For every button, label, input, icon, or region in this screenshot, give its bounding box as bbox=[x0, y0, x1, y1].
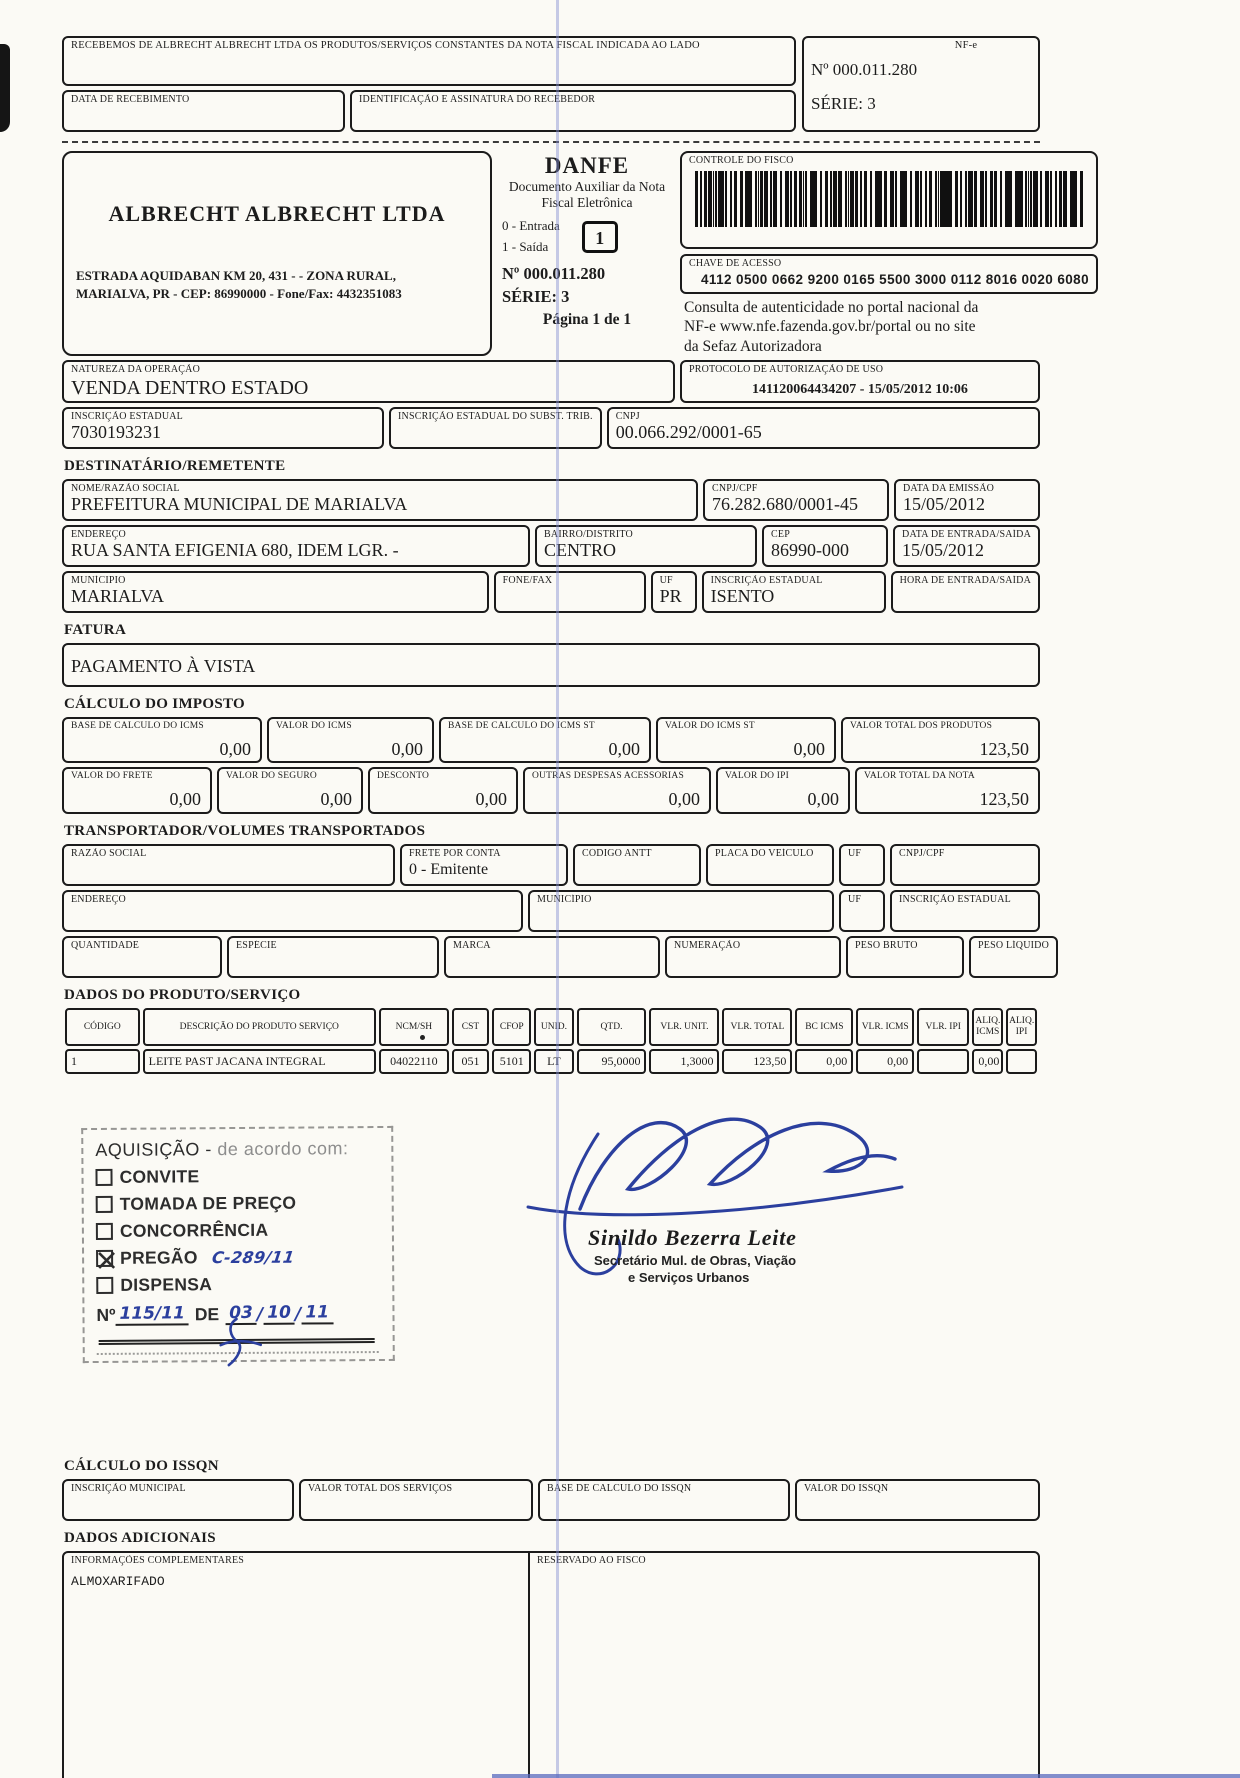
carrier-ie-label: INSCRIÇÃO ESTADUAL bbox=[899, 894, 1011, 906]
checkbox-convite bbox=[95, 1169, 112, 1186]
carrier-cnpj-box bbox=[890, 844, 1040, 886]
cut-line bbox=[62, 141, 1040, 143]
col-descricao: DESCRIÇÃO DO PRODUTO SERVIÇO bbox=[143, 1008, 376, 1046]
recipient-cnpj-box bbox=[703, 479, 889, 521]
stamp-option-pregao bbox=[96, 1246, 380, 1269]
products-total-value: 123,50 bbox=[979, 738, 1029, 759]
icms-base-label: BASE DE CÁLCULO DO ICMS bbox=[71, 720, 204, 731]
col-ncm: NCM/SH bbox=[379, 1008, 449, 1046]
complementary-info-box bbox=[62, 1551, 530, 1778]
discount-label: DESCONTO bbox=[377, 771, 430, 782]
services-total-label: VALOR TOTAL DOS SERVIÇOS bbox=[308, 1482, 453, 1494]
col-codigo: CÓDIGO bbox=[65, 1008, 140, 1046]
recipient-ie-label: INSCRIÇÃO ESTADUAL bbox=[710, 574, 823, 586]
emitter-name: ALBRECHT ALBRECHT LTDA bbox=[108, 201, 446, 226]
recipient-cnpj-value: 76.282.680/0001-45 bbox=[712, 494, 858, 515]
access-key-label: CHAVE DE ACESSO bbox=[689, 258, 782, 269]
issqn-base-box bbox=[538, 1479, 790, 1521]
col-bc-icms: BC ICMS bbox=[795, 1008, 853, 1046]
col-aliq-ipi: ALIQ. IPI bbox=[1006, 1008, 1037, 1046]
ipi-value-box bbox=[716, 767, 850, 814]
danfe-form bbox=[62, 36, 1089, 1778]
col-qtd: QTD. bbox=[577, 1008, 647, 1046]
subst-registration-box bbox=[389, 407, 602, 449]
products-total-label: VALOR TOTAL DOS PRODUTOS bbox=[850, 720, 993, 731]
receipt-statement-box bbox=[62, 36, 796, 86]
invoice-total-box bbox=[855, 767, 1040, 814]
issqn-base-label: BASE DE CALCULO DO ISSQN bbox=[547, 1482, 692, 1494]
product-ncm: 04022110 bbox=[379, 1049, 449, 1074]
icms-st-base-label: BASE DE CÁLCULO DO ICMS ST bbox=[448, 720, 595, 731]
col-cst: CST bbox=[452, 1008, 489, 1046]
icms-st-base-value: 0,00 bbox=[608, 738, 640, 759]
products-section-title: DADOS DO PRODUTO/SERVIÇO bbox=[64, 987, 301, 1004]
numbering-label: NUMERAÇÃO bbox=[674, 940, 741, 952]
danfe-subtitle-2: Fiscal Eletrônica bbox=[541, 195, 633, 211]
brand-label: MARCA bbox=[453, 940, 491, 952]
additional-section-title: DADOS ADICIONAIS bbox=[64, 1529, 216, 1546]
emission-date-value: 15/05/2012 bbox=[903, 494, 986, 515]
recipient-name-label: NOME/RAZÃO SOCIAL bbox=[71, 482, 180, 494]
checkbox-concorrencia bbox=[96, 1223, 113, 1240]
vehicle-plate-label: PLACA DO VEÍCULO bbox=[715, 848, 814, 860]
gross-weight-label: PESO BRUTO bbox=[855, 940, 918, 952]
invoice-total-value: 123,50 bbox=[979, 789, 1029, 810]
col-unid: UNID. bbox=[534, 1008, 573, 1046]
emitter-address-line1: ESTRADA AQUIDABAN KM 20, 431 - - ZONA RURAL, bbox=[76, 268, 396, 283]
product-vlr-icms: 0,00 bbox=[856, 1049, 914, 1074]
phone-box bbox=[494, 571, 646, 613]
signer-title-line1: Secretário Mul. de Obras, Viação bbox=[594, 1252, 797, 1268]
fisco-column bbox=[680, 151, 1098, 356]
quantity-label: QUANTIDADE bbox=[71, 940, 140, 952]
danfe-subtitle-1: Documento Auxiliar da Nota bbox=[508, 179, 666, 194]
carrier-name-label: RAZÃO SOCIAL bbox=[71, 848, 147, 860]
freight-label: VALOR DO FRETE bbox=[71, 771, 153, 782]
freight-payer-value: 0 - Emitente bbox=[409, 860, 489, 878]
reserved-fisco-label: RESERVADO AO FISCO bbox=[537, 1554, 646, 1566]
product-aliq-ipi bbox=[1006, 1049, 1037, 1074]
recipient-ie-value: ISENTO bbox=[710, 586, 775, 607]
product-unit: LT bbox=[534, 1049, 573, 1074]
col-cfop: CFOP bbox=[492, 1008, 531, 1046]
carrier-cnpj-label: CNPJ/CPF bbox=[899, 848, 945, 860]
stamp-option-tomada bbox=[96, 1192, 380, 1215]
city-value: MARIALVA bbox=[71, 586, 165, 607]
payment-terms-value: PAGAMENTO À VISTA bbox=[71, 655, 256, 676]
acquisition-stamp bbox=[81, 1126, 395, 1363]
city-box bbox=[62, 571, 489, 613]
scan-dot-artifact bbox=[420, 1035, 425, 1040]
state-registration-label: INSCRIÇÃO ESTADUAL bbox=[71, 410, 183, 422]
icms-st-value-label: VALOR DO ICMS ST bbox=[665, 720, 755, 731]
handwritten-sep1: / bbox=[256, 1304, 264, 1325]
carrier-uf2-label: UF bbox=[848, 894, 862, 906]
additional-data-row bbox=[62, 1551, 1040, 1778]
gross-weight-box bbox=[846, 936, 964, 978]
stamp-de-label: DE bbox=[194, 1304, 220, 1325]
authenticity-line3: da Sefaz Autorizadora bbox=[684, 337, 822, 355]
stamp-signature-zone bbox=[62, 1077, 1040, 1449]
pen-scribble-icon bbox=[206, 1315, 266, 1373]
stamp-option-dispensa-label: DISPENSA bbox=[120, 1274, 213, 1295]
district-label: BAIRRO/DISTRITO bbox=[544, 528, 633, 540]
danfe-title: DANFE bbox=[544, 153, 630, 178]
scan-corner-artifact bbox=[0, 44, 10, 132]
product-qty: 95,0000 bbox=[577, 1049, 647, 1074]
danfe-saida-label: 1 - Saída bbox=[502, 239, 549, 255]
discount-box bbox=[368, 767, 518, 814]
numbering-box bbox=[665, 936, 841, 978]
stamp-title-faded: de acordo com: bbox=[217, 1138, 349, 1160]
emitter-cnpj-box bbox=[607, 407, 1040, 449]
product-description: LEITE PAST JACANA INTEGRAL bbox=[143, 1049, 376, 1074]
cep-value: 86990-000 bbox=[771, 540, 850, 561]
receipt-date-label: DATA DE RECEBIMENTO bbox=[71, 94, 190, 105]
barcode bbox=[695, 171, 1083, 227]
other-expenses-value: 0,00 bbox=[668, 789, 700, 810]
carrier-city-box bbox=[528, 890, 834, 932]
species-label: ESPÉCIE bbox=[236, 940, 277, 952]
operation-nature-label: NATUREZA DA OPERAÇÃO bbox=[71, 364, 201, 376]
cep-box bbox=[762, 525, 888, 567]
stamp-title-strong: AQUISIÇÃO - bbox=[95, 1139, 218, 1160]
col-aliq-icms: ALIQ. ICMS bbox=[972, 1008, 1003, 1046]
checkbox-tomada-de-preco bbox=[96, 1196, 113, 1213]
carrier-uf-label: UF bbox=[848, 848, 862, 860]
product-code: 1 bbox=[65, 1049, 140, 1074]
carrier-address-box bbox=[62, 890, 523, 932]
operation-nature-box bbox=[62, 360, 675, 403]
stamp-option-pregao-label: PREGÃO bbox=[120, 1247, 198, 1268]
protocol-box bbox=[680, 360, 1040, 403]
tax-section-title: CÁLCULO DO IMPOSTO bbox=[64, 695, 245, 712]
stamp-number-prefix: Nº bbox=[96, 1304, 116, 1325]
icms-st-value-box bbox=[656, 717, 836, 764]
insurance-value: 0,00 bbox=[320, 789, 352, 810]
receipt-stub bbox=[62, 36, 1040, 132]
entry-hour-label: HORA DE ENTRADA/SAÍDA bbox=[899, 574, 1031, 586]
insurance-box bbox=[217, 767, 363, 814]
state-registration-value: 7030193231 bbox=[71, 422, 161, 443]
products-table bbox=[62, 1005, 1040, 1077]
ipi-value-value: 0,00 bbox=[807, 789, 839, 810]
stub-nfe-label: NF-e bbox=[954, 40, 978, 51]
invoice-section-title: FATURA bbox=[64, 621, 127, 638]
authenticity-note bbox=[680, 298, 1098, 356]
fisco-control-box bbox=[680, 151, 1098, 249]
signature-zone bbox=[510, 1089, 930, 1287]
icms-st-value-value: 0,00 bbox=[793, 738, 825, 759]
freight-value: 0,00 bbox=[169, 789, 201, 810]
stamp-option-dispensa bbox=[96, 1273, 380, 1296]
carrier-name-box bbox=[62, 844, 395, 886]
antt-code-label: CÓDIGO ANTT bbox=[582, 848, 652, 860]
emitter-cnpj-label: CNPJ bbox=[615, 410, 640, 422]
header-block bbox=[62, 151, 1089, 356]
recipient-name-box bbox=[62, 479, 698, 521]
products-total-box bbox=[841, 717, 1040, 764]
antt-code-box bbox=[573, 844, 701, 886]
subst-registration-label: INSCRIÇÃO ESTADUAL DO SUBST. TRIB. bbox=[398, 410, 593, 422]
entry-date-label: DATA DE ENTRADA/SAÍDA bbox=[902, 528, 1031, 540]
recipient-cnpj-label: CNPJ/CPF bbox=[712, 482, 758, 494]
signer-title bbox=[594, 1253, 930, 1287]
product-bc-icms: 0,00 bbox=[795, 1049, 853, 1074]
access-key-value: 4112 0500 0662 9200 0165 5500 3000 0112 8016 0020 6080 bbox=[701, 271, 1089, 287]
invoice-total-label: VALOR TOTAL DA NOTA bbox=[864, 771, 975, 782]
authenticity-line2: NF-e www.nfe.fazenda.gov.br/portal ou no site bbox=[684, 318, 976, 336]
checkbox-dispensa bbox=[96, 1277, 113, 1294]
col-vlr-ipi: VLR. IPI bbox=[917, 1008, 969, 1046]
icms-value-value: 0,00 bbox=[391, 738, 423, 759]
fisco-control-label: CONTROLE DO FISCO bbox=[689, 155, 794, 166]
stamp-option-concorrencia bbox=[96, 1219, 380, 1242]
icms-value-box bbox=[267, 717, 434, 764]
handwritten-day: 03 bbox=[225, 1303, 257, 1325]
operation-nature-value: VENDA DENTRO ESTADO bbox=[71, 376, 309, 399]
stub-nfe-number: Nº 000.011.280 bbox=[811, 60, 918, 80]
product-aliq-icms: 0,00 bbox=[972, 1049, 1003, 1074]
district-box bbox=[535, 525, 757, 567]
handwritten-sep2: / bbox=[294, 1304, 302, 1325]
danfe-series: SÉRIE: 3 bbox=[502, 286, 570, 306]
danfe-column bbox=[492, 151, 680, 356]
product-unit-value: 1,3000 bbox=[649, 1049, 719, 1074]
district-value: CENTRO bbox=[544, 540, 617, 561]
products-header-row bbox=[65, 1008, 1037, 1046]
transport-section-title: TRANSPORTADOR/VOLUMES TRANSPORTADOS bbox=[64, 823, 426, 840]
icms-value-label: VALOR DO ICMS bbox=[276, 720, 352, 731]
x-mark-icon bbox=[96, 1250, 117, 1271]
stamp-double-rule bbox=[99, 1338, 375, 1345]
emission-date-label: DATA DA EMISSÃO bbox=[903, 482, 995, 494]
icms-base-value: 0,00 bbox=[219, 738, 251, 759]
scan-edge-artifact bbox=[492, 1774, 1240, 1778]
icms-base-box bbox=[62, 717, 262, 764]
recipient-uf-box bbox=[651, 571, 697, 613]
protocol-label: PROTOCOLO DE AUTORIZAÇÃO DE USO bbox=[688, 364, 884, 376]
recipient-address-label: ENDEREÇO bbox=[71, 528, 126, 540]
handwritten-month: 10 bbox=[263, 1303, 295, 1325]
signer-title-line2: e Serviços Urbanos bbox=[628, 1269, 750, 1285]
recipient-address-value: RUA SANTA EFIGENIA 680, IDEM LGR. - bbox=[71, 540, 399, 561]
municipal-registration-label: INSCRIÇÃO MUNICIPAL bbox=[71, 1482, 186, 1494]
col-vlr-unit: VLR. UNIT. bbox=[649, 1008, 719, 1046]
stub-nfe-series: SÉRIE: 3 bbox=[811, 94, 876, 114]
stamp-option-convite-label: CONVITE bbox=[119, 1166, 200, 1187]
product-total-value: 123,50 bbox=[722, 1049, 792, 1074]
stamp-option-convite bbox=[95, 1165, 379, 1188]
product-vlr-ipi bbox=[917, 1049, 969, 1074]
emitter-address-line2: MARIALVA, PR - CEP: 86990000 - Fone/Fax: 4432351083 bbox=[76, 285, 402, 301]
stamp-option-tomada-label: TOMADA DE PREÇO bbox=[119, 1192, 297, 1214]
freight-payer-box bbox=[400, 844, 568, 886]
insurance-label: VALOR DO SEGURO bbox=[226, 771, 317, 782]
danfe-operation-type-box: 1 bbox=[582, 221, 618, 253]
danfe-number: Nº 000.011.280 bbox=[502, 263, 606, 283]
quantity-box bbox=[62, 936, 222, 978]
product-cfop: 5101 bbox=[492, 1049, 531, 1074]
emitter-address bbox=[76, 267, 478, 302]
receiver-signature-box bbox=[350, 90, 796, 132]
entry-date-value: 15/05/2012 bbox=[902, 540, 985, 561]
icms-st-base-box bbox=[439, 717, 651, 764]
emission-date-box bbox=[894, 479, 1040, 521]
product-cst: 051 bbox=[452, 1049, 489, 1074]
carrier-uf2-box bbox=[839, 890, 885, 932]
product-row bbox=[65, 1049, 1037, 1074]
state-registration-box bbox=[62, 407, 384, 449]
other-expenses-box bbox=[523, 767, 711, 814]
ipi-value-label: VALOR DO IPI bbox=[725, 771, 789, 782]
issqn-value-box bbox=[795, 1479, 1040, 1521]
authenticity-line1: Consulta de autenticidade no portal nacional da bbox=[684, 299, 979, 316]
carrier-uf-box bbox=[839, 844, 885, 886]
cep-label: CEP bbox=[771, 528, 790, 540]
recipient-section-title: DESTINATÁRIO/REMETENTE bbox=[64, 457, 286, 474]
phone-label: FONE/FAX bbox=[502, 574, 553, 586]
issqn-value-label: VALOR DO ISSQN bbox=[804, 1482, 889, 1494]
protocol-value: 141120064434207 - 15/05/2012 10:06 bbox=[752, 381, 968, 397]
receipt-statement: RECEBEMOS DE ALBRECHT ALBRECHT LTDA OS PRODUTOS/SERVIÇOS CONSTANTES DA NOTA FISCAL INDICADA AO LADO bbox=[71, 40, 700, 51]
recipient-uf-value: PR bbox=[659, 586, 682, 607]
recipient-ie-box bbox=[702, 571, 886, 613]
brand-box bbox=[444, 936, 660, 978]
recipient-name-value: PREFEITURA MUNICIPAL DE MARIALVA bbox=[71, 494, 408, 515]
carrier-ie-box bbox=[890, 890, 1040, 932]
freight-box bbox=[62, 767, 212, 814]
other-expenses-label: OUTRAS DESPESAS ACESSÓRIAS bbox=[532, 771, 684, 782]
handwritten-pregao-number: C-289/11 bbox=[210, 1247, 296, 1268]
reserved-fisco-box bbox=[528, 1551, 1040, 1778]
vehicle-plate-box bbox=[706, 844, 834, 886]
receipt-date-box bbox=[62, 90, 345, 132]
emitter-box bbox=[62, 151, 492, 356]
danfe-entrada-label: 0 - Entrada bbox=[502, 218, 560, 234]
entry-date-box bbox=[893, 525, 1040, 567]
col-vlr-icms: VLR. ICMS bbox=[856, 1008, 914, 1046]
payment-terms-box bbox=[62, 643, 1040, 687]
handwritten-year: 11 bbox=[301, 1302, 333, 1324]
freight-payer-label: FRETE POR CONTA bbox=[409, 848, 501, 860]
checkbox-pregao-checked bbox=[96, 1250, 113, 1267]
net-weight-box bbox=[969, 936, 1058, 978]
municipal-registration-box bbox=[62, 1479, 294, 1521]
carrier-address-label: ENDEREÇO bbox=[71, 894, 126, 906]
signer-name: Sinildo Bezerra Leite bbox=[588, 1224, 797, 1250]
stamp-option-concorrencia-label: CONCORRÊNCIA bbox=[119, 1219, 269, 1241]
complementary-info-value: ALMOXARIFADO bbox=[71, 1574, 165, 1590]
stamp-title bbox=[95, 1138, 379, 1161]
access-key-box bbox=[680, 254, 1098, 294]
services-total-box bbox=[299, 1479, 533, 1521]
recipient-address-box bbox=[62, 525, 530, 567]
species-box bbox=[227, 936, 439, 978]
net-weight-label: PESO LÍQUIDO bbox=[978, 940, 1050, 952]
issqn-section-title: CÁLCULO DO ISSQN bbox=[64, 1457, 219, 1474]
recipient-uf-label: UF bbox=[659, 574, 673, 586]
receiver-signature-label: IDENTIFICAÇÃO E ASSINATURA DO RECEBEDOR bbox=[359, 94, 596, 105]
carrier-city-label: MUNICÍPIO bbox=[537, 894, 592, 906]
handwritten-process-number: 115/11 bbox=[115, 1303, 189, 1326]
emitter-cnpj-value: 00.066.292/0001-65 bbox=[615, 422, 762, 443]
discount-value: 0,00 bbox=[475, 789, 507, 810]
stub-nfe-box bbox=[802, 36, 1040, 132]
col-vlr-total: VLR. TOTAL bbox=[722, 1008, 792, 1046]
city-label: MUNÍCIPIO bbox=[71, 574, 126, 586]
danfe-page-count: Página 1 de 1 bbox=[542, 310, 632, 328]
complementary-info-label: INFORMAÇÕES COMPLEMENTARES bbox=[71, 1554, 245, 1566]
entry-hour-box bbox=[891, 571, 1040, 613]
